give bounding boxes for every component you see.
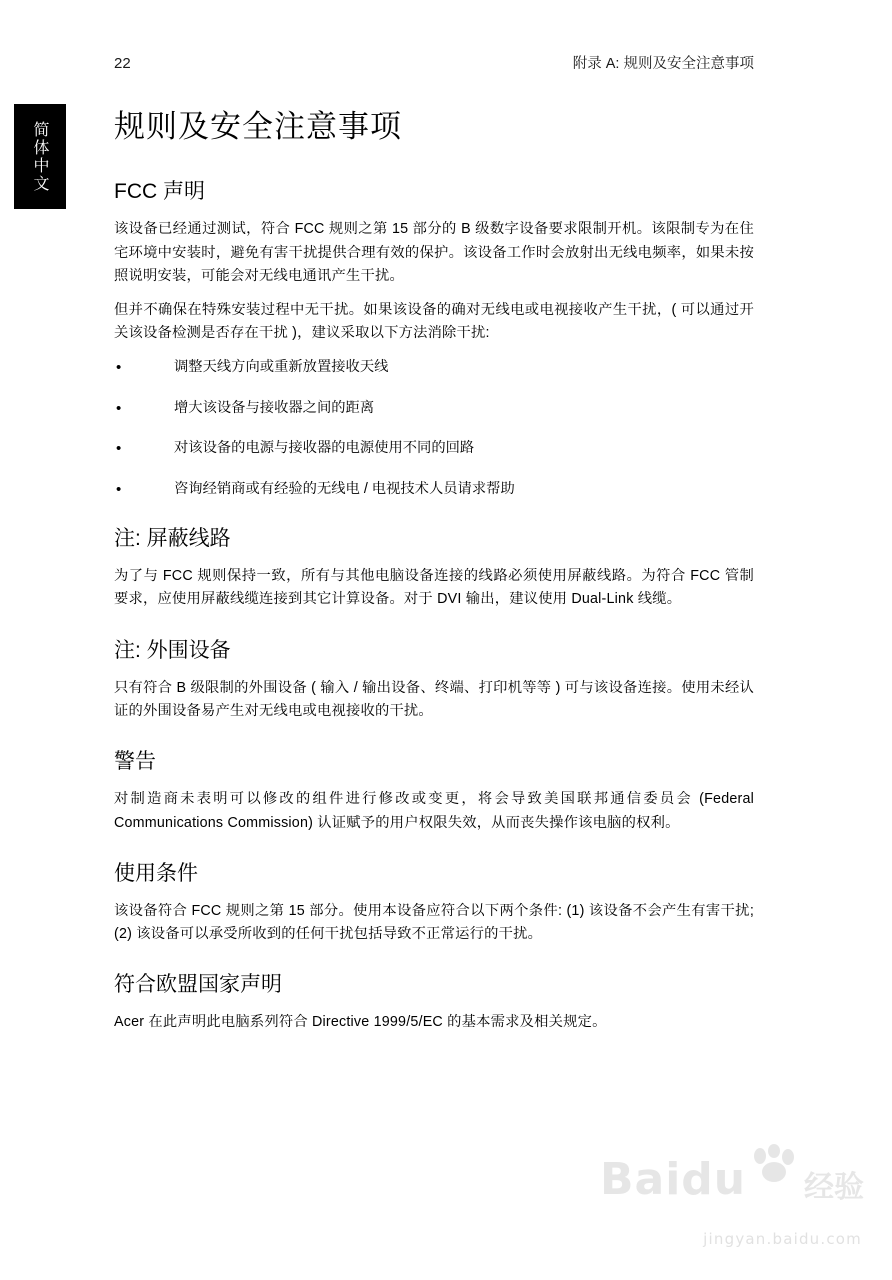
- paragraph: 但并不确保在特殊安装过程中无干扰。如果该设备的确对无线电或电视接收产生干扰，( 可以通过开关该设备检测是否存在干扰 )，建议采取以下方法消除干扰:: [114, 301, 754, 342]
- section-heading: 使用条件: [114, 861, 198, 885]
- section-heading: 符合欧盟国家声明: [114, 973, 282, 997]
- bullet-dot: •: [116, 399, 122, 417]
- page-number: 22: [114, 55, 131, 72]
- document-body: [114, 108, 754, 1061]
- section-peripherals: [114, 638, 754, 724]
- list-item: [114, 357, 754, 378]
- watermark-cn-text: 经验: [804, 1171, 864, 1204]
- section-heading: FCC 声明: [114, 180, 205, 204]
- list-item: [114, 438, 754, 459]
- list-item-label: 增大该设备与接收器之间的距离: [174, 399, 375, 416]
- watermark: [600, 1144, 868, 1252]
- paragraph: 为了与 FCC 规则保持一致，所有与其他电脑设备连接的线路必须使用屏蔽线路。为符合 FCC 管制要求，应使用屏蔽线缆连接到其它计算设备。对于 DVI 输出，建议使用 Dual-Link 线缆。: [114, 568, 754, 608]
- header-title: 附录 A: 规则及安全注意事项: [572, 56, 754, 72]
- language-tab: [14, 104, 66, 209]
- section-fcc: [114, 179, 754, 500]
- page-header: [114, 52, 754, 73]
- section-heading: 注: 屏蔽线路: [114, 526, 231, 550]
- paragraph: Acer 在此声明此电脑系列符合 Directive 1999/5/EC 的基本需求及相关规定。: [114, 1014, 607, 1031]
- bullet-dot: •: [116, 440, 122, 458]
- list-item: [114, 398, 754, 419]
- section-eu-declaration: [114, 972, 754, 1034]
- list-item-label: 调整天线方向或重新放置接收天线: [174, 359, 389, 376]
- list-item-label: 咨询经销商或有经验的无线电 / 电视技术人员请求帮助: [174, 480, 515, 497]
- paragraph: 该设备已经通过测试，符合 FCC 规则之第 15 部分的 B 级数字设备要求限制开机。该限制专为在住宅环境中安装时，避免有害干扰提供合理有效的保护。该设备工作时会放射出无线电频率，如果未按照说明安装，可能会对无线电通讯产生干扰。: [114, 221, 754, 284]
- bullet-list: [114, 357, 754, 500]
- bullet-dot: •: [116, 480, 122, 498]
- section-warning: [114, 749, 754, 835]
- bullet-dot: •: [116, 359, 122, 377]
- language-tab-label: 简体中文: [31, 120, 50, 193]
- section-shielded-cable: [114, 526, 754, 612]
- paw-icon: [750, 1144, 796, 1184]
- watermark-sub-text: jingyan.baidu.com: [703, 1230, 862, 1248]
- section-conditions: [114, 861, 754, 947]
- section-heading: 警告: [114, 750, 156, 774]
- page-title: 规则及安全注意事项: [114, 109, 402, 144]
- section-heading: 注: 外围设备: [114, 638, 231, 662]
- watermark-main-text: Baidu: [600, 1154, 747, 1205]
- paragraph: 该设备符合 FCC 规则之第 15 部分。使用本设备应符合以下两个条件: (1) 该设备不会产生有害干扰; (2) 该设备可以承受所收到的任何干扰包括导致不正常运行的干扰。: [114, 902, 754, 943]
- paragraph: 对制造商未表明可以修改的组件进行修改或变更，将会导致美国联邦通信委员会 (Federal Communications Commission) 认证赋予的用户权限失效，从而丧失操作该电脑的权利。: [114, 791, 754, 831]
- paragraph: 只有符合 B 级限制的外围设备 ( 输入 / 输出设备、终端、打印机等等 ) 可与该设备连接。使用未经认证的外围设备易产生对无线电或电视接收的干扰。: [114, 679, 754, 719]
- list-item: [114, 479, 754, 500]
- list-item-label: 对该设备的电源与接收器的电源使用不同的回路: [174, 440, 475, 457]
